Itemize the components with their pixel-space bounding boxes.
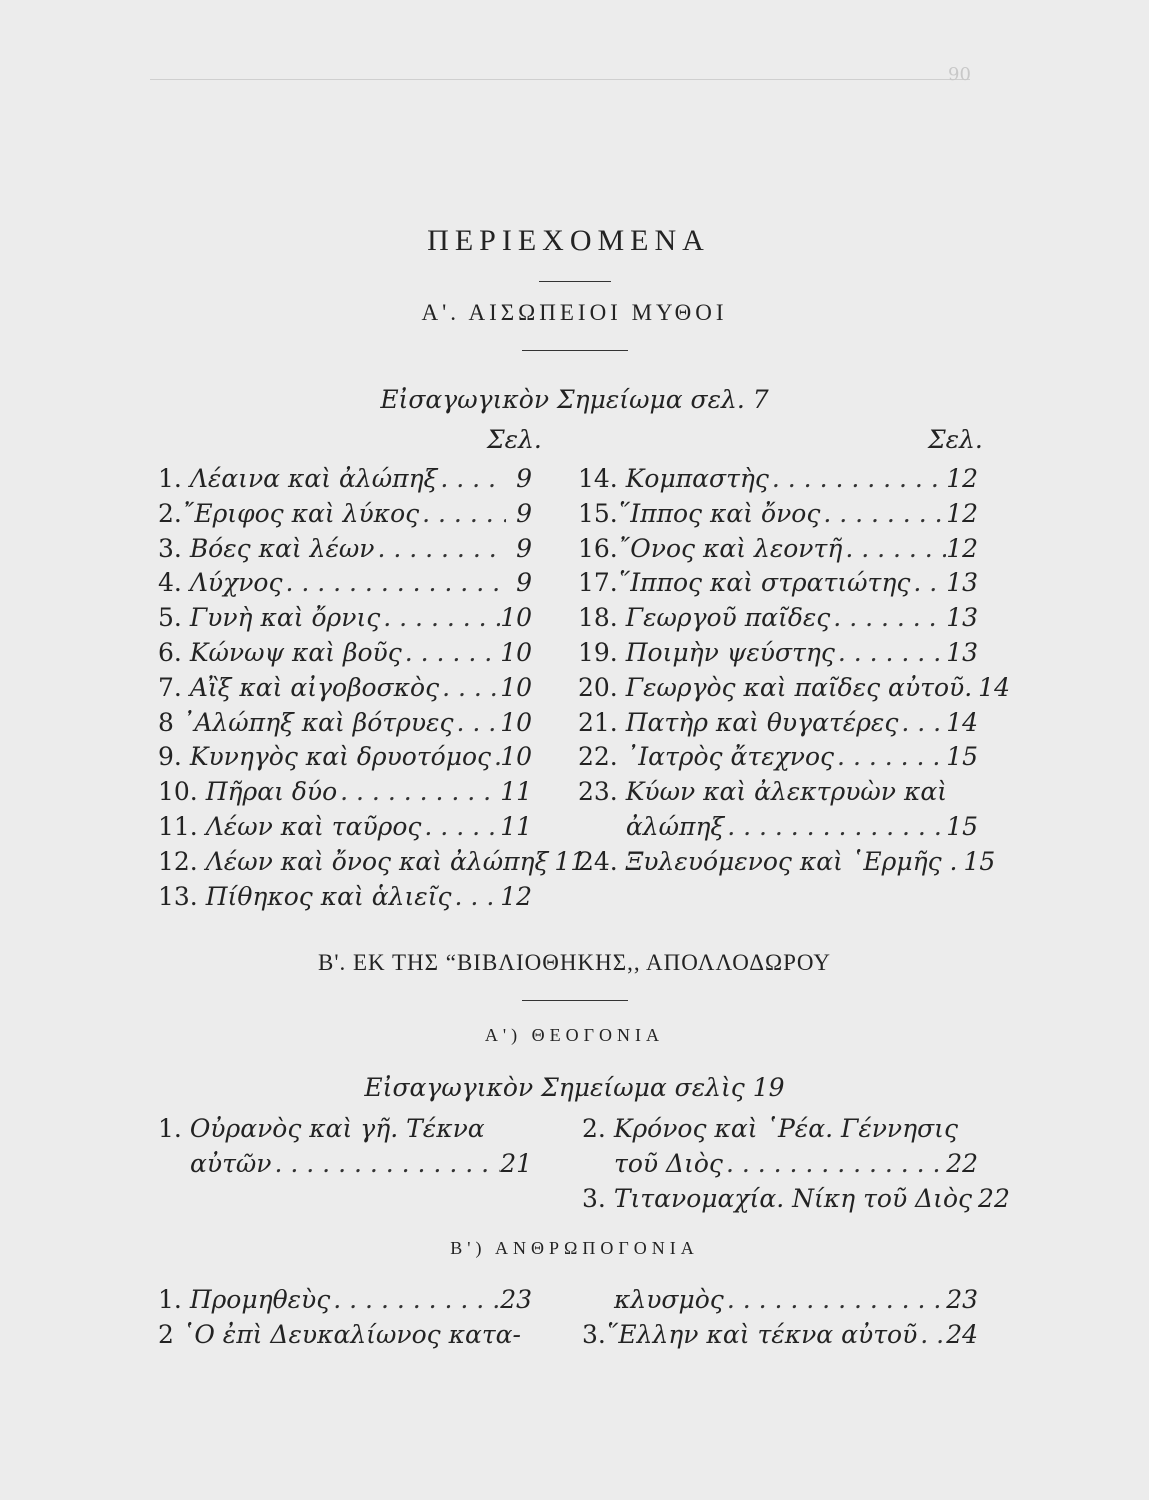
toc-entry[interactable]: 12. Λέων καὶ ὄνος καὶ ἀλώπηξ 11: [158, 846, 587, 876]
part-a-intro: Εἰσαγωγικὸν Σημείωμα σελ. 7: [380, 385, 769, 414]
toc-entry[interactable]: 20. Γεωργὸς καὶ παῖδες αὐτοῦ. 14: [578, 672, 1010, 702]
divider: [539, 281, 611, 282]
toc-list-anthropogonia-left: [158, 1283, 532, 1353]
show-through-rule: [150, 79, 970, 80]
toc-entry[interactable]: 3. ῞Ελλην καὶ τέκνα αὐτοῦ . . . 24: [582, 1318, 978, 1353]
toc-entry[interactable]: 14. Κομπαστὴς . . . 12: [578, 462, 978, 497]
toc-entry[interactable]: 17. ῞Ιππος καὶ στρατιώτης . . . 13: [578, 566, 978, 601]
part-b-title: Β'. ΕΚ ΤΗΣ “ΒΙΒΛΙΟΘΗΚΗΣ,, ΑΠΟΛΛΟΔΩΡΟΥ: [317, 950, 831, 975]
toc-entry-continuation[interactable]: αὐτῶν . . . 21: [158, 1147, 532, 1182]
toc-entry[interactable]: 1. Προμηθεὺς . . . 23: [158, 1283, 532, 1318]
toc-entry[interactable]: 1. Οὐρανὸς καὶ γῆ. Τέκνα: [158, 1114, 485, 1143]
toc-list-anthropogonia-right: [582, 1283, 978, 1353]
toc-entry[interactable]: 15. ῞Ιππος καὶ ὄνος . . . 12: [578, 497, 978, 532]
toc-entry-continuation[interactable]: κλυσμὸς . . . 23: [582, 1283, 978, 1318]
divider: [522, 1000, 628, 1001]
toc-entry[interactable]: 3. Τιτανομαχία. Νίκη τοῦ Διὸς 22: [582, 1183, 1010, 1213]
toc-entry[interactable]: 10. Πῆραι δύο . . . 11: [158, 775, 532, 810]
theogonia-title: Α') ΘΕΟΓΟΝΙΑ: [484, 1025, 665, 1045]
toc-entry-continuation[interactable]: ἀλώπηξ . . . 15: [578, 810, 978, 845]
toc-entry[interactable]: 7. Αἲξ καὶ αἰγοβοσκὸς . . . 10: [158, 671, 532, 706]
toc-entry[interactable]: 23. Κύων καὶ ἀλεκτρυὼν καὶ: [578, 777, 948, 807]
page-column-label-left: Σελ.: [487, 425, 542, 454]
toc-entry[interactable]: 2. Κρόνος καὶ ῾Ρέα. Γέννησις: [582, 1114, 958, 1143]
toc-entry[interactable]: 3. Βόες καὶ λέων . . . 9: [158, 532, 532, 567]
toc-list-theogonia-right: [582, 1112, 1010, 1216]
toc-entry[interactable]: 22. ᾿Ιατρὸς ἄτεχνος . . . 15: [578, 740, 978, 775]
show-through-page-number: 90: [948, 64, 971, 85]
part-a-title: Α'. ΑΙΣΩΠΕΙΟΙ ΜΥΘΟΙ: [421, 300, 728, 325]
toc-entry[interactable]: 6. Κώνωψ καὶ βοῦς . . . 10: [158, 636, 532, 671]
toc-entry[interactable]: 4. Λύχνος . . . 9: [158, 566, 532, 601]
divider: [522, 350, 628, 351]
toc-list-fables-right: [578, 462, 1010, 880]
toc-entry[interactable]: 11. Λέων καὶ ταῦρος . . . 11: [158, 810, 532, 845]
toc-entry[interactable]: 8 ᾿Αλώπηξ καὶ βότρυες . . . 10: [158, 706, 532, 741]
toc-entry[interactable]: 18. Γεωργοῦ παῖδες . . . 13: [578, 601, 978, 636]
toc-entry[interactable]: 9. Κυνηγὸς καὶ δρυοτόμος . . . 10: [158, 740, 532, 775]
toc-entry[interactable]: 2. ῎Εριφος καὶ λύκος . . . 9: [158, 497, 532, 532]
toc-entry[interactable]: 2 ῾Ο ἐπὶ Δευκαλίωνος κατα-: [158, 1319, 522, 1349]
page-title: ΠΕΡΙΕΧΟΜΕΝΑ: [427, 224, 710, 257]
toc-list-theogonia-left: [158, 1112, 532, 1182]
theogonia-intro: Εἰσαγωγικὸν Σημείωμα σελὶς 19: [364, 1073, 785, 1102]
toc-entry[interactable]: 13. Πίθηκος καὶ ἁλιεῖς . . . 12: [158, 880, 532, 915]
toc-entry[interactable]: 21. Πατὴρ καὶ θυγατέρες . . . 14: [578, 706, 978, 741]
page-column-label-right: Σελ.: [928, 425, 983, 454]
toc-entry[interactable]: 5. Γυνὴ καὶ ὄρνις . . . 10: [158, 601, 532, 636]
toc-entry[interactable]: 19. Ποιμὴν ψεύστης . . . 13: [578, 636, 978, 671]
toc-entry[interactable]: 24. Ξυλευόμενος καὶ ῾Ερμῆς . 15: [578, 846, 996, 876]
toc-entry[interactable]: 16. ῎Ονος καὶ λεοντῆ . . . 12: [578, 532, 978, 567]
toc-entry[interactable]: 1. Λέαινα καὶ ἀλώπηξ . . . 9: [158, 462, 532, 497]
toc-list-fables-left: [158, 462, 587, 914]
toc-entry-continuation[interactable]: τοῦ Διὸς . . . 22: [582, 1147, 978, 1182]
anthropogonia-title: Β') ΑΝΘΡΩΠΟΓΟΝΙΑ: [450, 1238, 699, 1258]
